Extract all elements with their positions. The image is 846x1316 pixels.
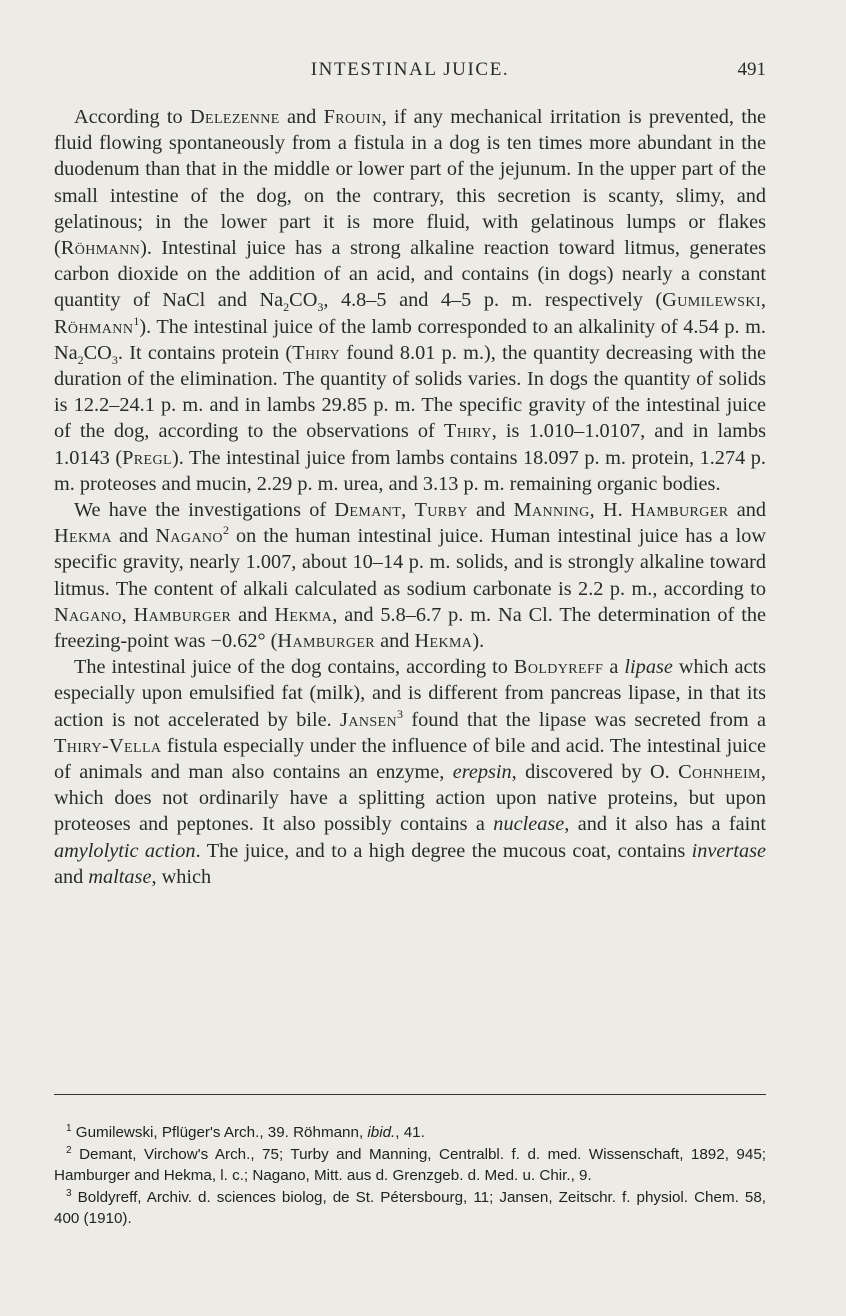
footnote-text: Gumilewski, Pflüger's Arch., 39. Röhmann,: [75, 1124, 368, 1141]
enzyme-term: amylolytic action: [54, 839, 196, 862]
paragraph-1: [54, 104, 766, 497]
text-run: , and it also has a faint: [564, 813, 766, 836]
text-run: ,: [760, 289, 766, 312]
text-run: , and 5.8–6.7 p. m. Na Cl. The determination of the freezing-point was −0.62° (: [54, 603, 766, 653]
paragraph-3: [54, 654, 766, 890]
footnote-italic: ibid.: [367, 1124, 396, 1141]
author-name: Nagano: [155, 525, 223, 548]
enzyme-term: nuclease: [493, 813, 565, 836]
text-run: and: [375, 630, 415, 653]
text-run: ). The intestinal juice of the lamb corresponded to an alkalinity of 4.54 p. m. Na: [54, 315, 766, 364]
subscript: 2: [77, 352, 84, 367]
footnote-divider: [54, 1094, 766, 1095]
footnote-ref[interactable]: 2: [222, 523, 229, 538]
text-run: We have the investigations of: [74, 499, 335, 522]
footnote-1: [54, 1122, 766, 1144]
author-name: Hamburger: [133, 603, 232, 626]
author-name: Hekma: [54, 525, 112, 548]
enzyme-term: invertase: [691, 839, 766, 862]
text-run: , H.: [589, 499, 631, 522]
text-run: and: [467, 499, 514, 522]
text-run: ,: [401, 499, 415, 522]
text-run: , if any mechanical irritation is prevented, the fluid flowing spontaneously from a fistula in a dog is ten times more abundant in the duodenum than that in the middle or lower part of the jejunum. In the upper part of the small intestine of the dog, on the contrary, this secretion is scanty, slimy, and gelatinous; in the lower part it is more fluid, with gelatinous lumps or flakes (: [54, 106, 766, 260]
text-run: which acts especially upon emulsified fat (milk), and is different from pancreas lipase, in that its action is not accelerated by bile.: [54, 656, 766, 731]
author-name: Hamburger: [630, 499, 729, 522]
author-name: Jansen: [340, 708, 397, 731]
footnote-text: Boldyreff, Archiv. d. sciences biolog, de St. Pétersbourg, 11; Jansen, Zeitschr. f. physiol. Chem. 58, 400 (1910).: [54, 1188, 766, 1227]
text-run: ).: [472, 630, 485, 653]
footnote-number: 3: [66, 1187, 72, 1199]
text-run: ). Intestinal juice has a strong alkaline reaction toward litmus, generates carbon dioxide on the addition of an acid, and contains (in dogs) nearly a constant quantity of NaCl and Na: [54, 237, 766, 312]
paragraph-2: [54, 497, 766, 654]
text-run: and: [111, 525, 156, 548]
author-name: Demant: [334, 499, 402, 522]
text-run: CO: [289, 289, 318, 312]
author-name: Delezenne: [189, 106, 280, 128]
running-title: INTESTINAL JUICE.: [310, 59, 510, 80]
author-name: Manning: [513, 499, 590, 522]
author-name: Hekma: [274, 603, 333, 626]
author-name: Hekma: [414, 630, 473, 653]
text-run: CO: [83, 341, 112, 364]
text-run: and: [279, 106, 324, 128]
enzyme-term: erepsin: [452, 761, 512, 784]
text-run: , is 1.010–1.0107, and in lambs 1.0143 (: [54, 420, 766, 469]
text-run: . It contains protein (: [117, 341, 293, 364]
text-run: According to: [74, 106, 190, 128]
enzyme-term: lipase: [624, 656, 673, 679]
footnote-number: 1: [66, 1122, 72, 1134]
author-name: Turby: [414, 499, 468, 522]
footnote-2: [54, 1144, 766, 1187]
text-run: The intestinal juice of the dog contains, according to: [74, 656, 514, 679]
subscript: 3: [111, 352, 118, 367]
author-name: Cohnheim: [678, 761, 761, 784]
text-run: , discovered by O.: [511, 761, 679, 784]
subscript: 3: [317, 300, 324, 315]
footnote-ref[interactable]: 3: [397, 706, 403, 721]
text-run: , 4.8–5 and 4–5 p. m. respectively (: [323, 289, 663, 312]
text-run: ,: [121, 603, 134, 626]
author-name: Röhmann: [54, 315, 134, 338]
text-run: found that the lipase was secreted from a: [403, 708, 766, 731]
text-run: , which does not ordinarily have a splitting action upon native proteins, but upon proteoses and peptones. It also possibly contains a: [54, 761, 766, 836]
author-name: Gumilewski: [662, 289, 761, 312]
text-run: found 8.01 p. m.), the quantity decreasing with the duration of the elimination. The quantity of solids varies. In dogs the quantity of solids is 12.2–24.1 p. m. and in lambs 29.85 p. m. The specific gravity of the intestinal juice of the dog, according to the observations of: [54, 341, 766, 443]
author-name: Nagano: [54, 603, 122, 626]
text-run: and: [54, 865, 89, 888]
text-run: . The juice, and to a high degree the mucous coat, contains: [195, 839, 692, 862]
footnotes: [54, 1122, 766, 1230]
footnote-text: Demant, Virchow's Arch., 75; Turby and Manning, Centralbl. f. d. med. Wissenschaft, 1892, 945; Hamburger and Hekma, l. c.; Nagano, Mitt. aus d. Grenzgeb. d. Med. u. Chir., 9.: [54, 1145, 766, 1184]
body-text: [54, 104, 766, 890]
author-name: Pregl: [122, 446, 172, 469]
text-run: a: [603, 656, 625, 679]
text-run: fistula especially under the influence of bile and acid. The intestinal juice of animals and man also contains an enzyme,: [54, 734, 766, 784]
author-name: Thiry: [292, 341, 341, 364]
book-page: [54, 0, 766, 1227]
text-run: and: [231, 603, 275, 626]
author-name: Thiry-Vella: [54, 734, 162, 757]
footnote-ref[interactable]: 1: [133, 313, 140, 328]
author-name: Boldyreff: [513, 656, 604, 679]
text-run: ). The intestinal juice from lambs contains 18.097 p. m. protein, 1.274 p. m. proteoses and mucin, 2.29 p. m. urea, and 3.13 p. m. remaining organic bodies.: [54, 446, 766, 495]
author-name: Thiry: [443, 420, 492, 443]
page-header: [54, 0, 766, 96]
text-run: and: [728, 499, 766, 522]
text-run: , which: [151, 865, 212, 888]
footnote-tail: , 41.: [395, 1124, 425, 1141]
footnote-3: [54, 1187, 766, 1230]
subscript: 2: [283, 300, 290, 315]
page-number: 491: [737, 59, 766, 80]
enzyme-term: maltase: [88, 865, 152, 888]
footnote-number: 2: [66, 1144, 72, 1156]
author-name: Frouin: [323, 106, 382, 128]
author-name: Hamburger: [277, 630, 376, 653]
author-name: Röhmann: [60, 237, 141, 260]
text-run: on the human intestinal juice. Human intestinal juice has a low specific gravity, nearly 1.007, about 10–14 p. m. solids, and is strongly alkaline toward litmus. The content of alkali calculated as sodium carbonate is 2.2 p. m., according to: [54, 525, 766, 600]
